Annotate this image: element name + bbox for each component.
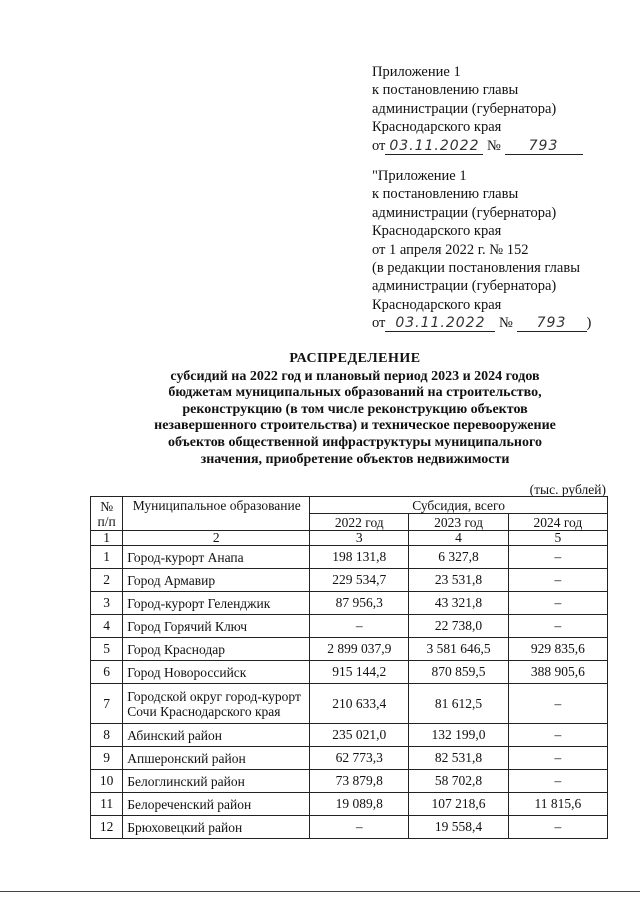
row-value-2024: –: [508, 615, 607, 638]
appendix-line: администрации (губернатора): [372, 204, 557, 221]
row-value-2023: 22 738,0: [409, 615, 508, 638]
date-prefix: от: [372, 137, 386, 154]
appendix-date-line: [372, 137, 583, 155]
title-line: реконструкцию (в том числе реконструкцию объектов: [182, 401, 528, 417]
row-value-2022: 229 534,7: [310, 569, 409, 592]
row-municipality: Город-курорт Анапа: [123, 546, 310, 569]
handwritten-date: 03.11.2022: [385, 139, 483, 155]
date-prefix: от: [372, 315, 386, 332]
row-num: 5: [91, 638, 123, 661]
row-value-2024: –: [508, 546, 607, 569]
table-row: [91, 638, 608, 661]
appendix-header: [372, 63, 583, 155]
row-num: 2: [91, 569, 123, 592]
appendix-line: (в редакции постановления главы: [372, 260, 580, 277]
appendix-line: администрации (губернатора): [372, 278, 557, 295]
row-value-2024: –: [508, 770, 607, 793]
col-header-2022: 2022 год: [310, 514, 409, 531]
row-num: 11: [91, 793, 123, 816]
units-label: (тыс. рублей): [529, 482, 606, 497]
row-value-2023: 19 558,4: [409, 816, 508, 839]
appendix-line: от 1 апреля 2022 г. № 152: [372, 241, 529, 258]
row-value-2023: 81 612,5: [409, 684, 508, 724]
column-index: 2: [123, 531, 310, 546]
handwritten-number: 793: [505, 139, 583, 155]
row-value-2022: 73 879,8: [310, 770, 409, 793]
appendix-line: Краснодарского края: [372, 296, 502, 313]
row-value-2024: –: [508, 569, 607, 592]
closing-paren: ): [586, 315, 592, 332]
column-index: 5: [508, 531, 607, 546]
row-num: 6: [91, 661, 123, 684]
row-value-2023: 82 531,8: [409, 747, 508, 770]
row-value-2023: 6 327,8: [409, 546, 508, 569]
table-row: [91, 615, 608, 638]
title-line: незавершенного строительства) и техническое перевооружение: [154, 418, 556, 434]
row-municipality: Город Новороссийск: [123, 661, 310, 684]
row-municipality: Город Армавир: [123, 569, 310, 592]
appendix-line: к постановлению главы: [372, 186, 519, 203]
row-municipality: Городской округ город-курорт Сочи Краснодарского края: [123, 684, 310, 724]
appendix-line: Краснодарского края: [372, 119, 502, 136]
document-title: [120, 351, 590, 468]
row-municipality: Белореченский район: [123, 793, 310, 816]
number-label: №: [499, 315, 513, 332]
table-row: [91, 661, 608, 684]
row-value-2022: –: [310, 615, 409, 638]
row-value-2023: 3 581 646,5: [409, 638, 508, 661]
row-value-2022: 235 021,0: [310, 724, 409, 747]
row-num: 8: [91, 724, 123, 747]
row-municipality: Город Краснодар: [123, 638, 310, 661]
row-value-2022: 87 956,3: [310, 592, 409, 615]
handwritten-number: 793: [517, 316, 587, 332]
table-row: [91, 816, 608, 839]
column-index: 4: [409, 531, 508, 546]
row-value-2024: 929 835,6: [508, 638, 607, 661]
row-value-2023: 870 859,5: [409, 661, 508, 684]
appendix-date-line: [372, 314, 591, 332]
row-municipality: Белоглинский район: [123, 770, 310, 793]
appendix-line: Приложение 1: [372, 64, 461, 80]
row-num: 9: [91, 747, 123, 770]
row-value-2024: –: [508, 747, 607, 770]
subsidy-table: [90, 496, 608, 839]
table-row: [91, 684, 608, 724]
title-line: значения, приобретение объектов недвижимости: [200, 451, 510, 467]
table-row: [91, 747, 608, 770]
row-num: 12: [91, 816, 123, 839]
row-num: 4: [91, 615, 123, 638]
col-header-2024: 2024 год: [508, 514, 607, 531]
row-value-2023: 58 702,8: [409, 770, 508, 793]
col-header-2023: 2023 год: [409, 514, 508, 531]
row-municipality: Апшеронский район: [123, 747, 310, 770]
appendix-line: администрации (губернатора): [372, 100, 557, 117]
column-index: 1: [91, 531, 123, 546]
table-row: [91, 546, 608, 569]
appendix-line: Краснодарского края: [372, 223, 502, 240]
title-line: бюджетам муниципальных образований на строительство,: [168, 385, 542, 401]
appendix-line: "Приложение 1: [372, 168, 467, 184]
row-num: 10: [91, 770, 123, 793]
row-value-2022: 198 131,8: [310, 546, 409, 569]
row-value-2022: –: [310, 816, 409, 839]
table-row: [91, 770, 608, 793]
appendix-quoted-header: [372, 167, 591, 333]
row-value-2023: 107 218,6: [409, 793, 508, 816]
row-municipality: Город-курорт Геленджик: [123, 592, 310, 615]
table-row: [91, 592, 608, 615]
row-value-2024: 388 905,6: [508, 661, 607, 684]
number-label: №: [487, 137, 501, 154]
page-bottom-rule: [0, 891, 640, 892]
row-value-2023: 23 531,8: [409, 569, 508, 592]
row-municipality: Город Горячий Ключ: [123, 615, 310, 638]
title-line: объектов общественной инфраструктуры муниципального: [167, 434, 543, 450]
table-row: [91, 569, 608, 592]
column-index: 3: [310, 531, 409, 546]
row-value-2022: 62 773,3: [310, 747, 409, 770]
row-value-2023: 132 199,0: [409, 724, 508, 747]
table-row: [91, 793, 608, 816]
row-value-2024: –: [508, 592, 607, 615]
row-num: 7: [91, 684, 123, 724]
title-line: субсидий на 2022 год и плановый период 2023 и 2024 годов: [170, 368, 540, 384]
row-num: 3: [91, 592, 123, 615]
row-value-2022: 2 899 037,9: [310, 638, 409, 661]
handwritten-date: 03.11.2022: [385, 316, 495, 332]
appendix-line: к постановлению главы: [372, 82, 519, 99]
table-body: [91, 546, 608, 839]
row-value-2024: 11 815,6: [508, 793, 607, 816]
row-value-2022: 915 144,2: [310, 661, 409, 684]
row-value-2022: 19 089,8: [310, 793, 409, 816]
col-header-municipality: Муниципальное образование: [123, 497, 310, 531]
row-municipality: Брюховецкий район: [123, 816, 310, 839]
row-value-2024: –: [508, 816, 607, 839]
row-num: 1: [91, 546, 123, 569]
row-municipality: Абинский район: [123, 724, 310, 747]
row-value-2024: –: [508, 724, 607, 747]
row-value-2024: –: [508, 684, 607, 724]
title-main: РАСПРЕДЕЛЕНИЕ: [289, 351, 421, 366]
column-index-row: [91, 531, 608, 546]
col-header-subsidy-total: Субсидия, всего: [310, 497, 608, 514]
row-value-2023: 43 321,8: [409, 592, 508, 615]
table-row: [91, 724, 608, 747]
row-value-2022: 210 633,4: [310, 684, 409, 724]
col-header-num: № п/п: [91, 497, 123, 531]
